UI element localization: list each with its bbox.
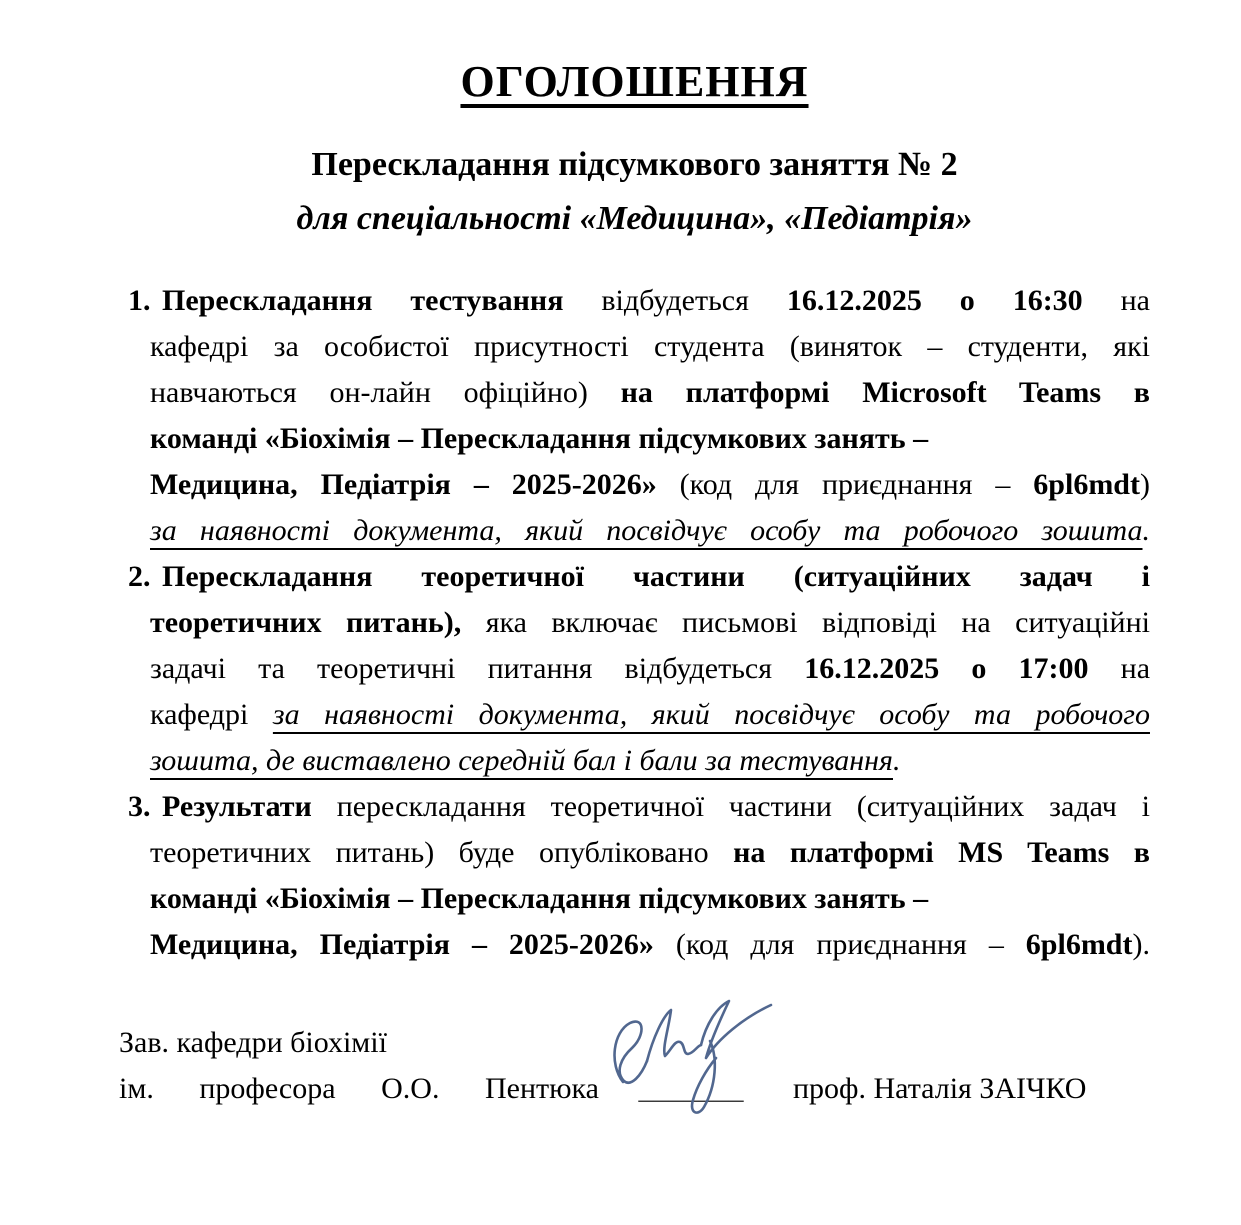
signature-line: _______: [638, 1072, 744, 1105]
text-segment: задачі та теоретичні питання відбудеться: [150, 652, 805, 685]
page-title: ОГОЛОШЕННЯ: [460, 57, 809, 106]
announcement-list: [128, 278, 1150, 968]
text-segment: Перескладання тестування: [162, 284, 564, 317]
signature-row: [119, 1066, 1150, 1112]
text-segment: перескладання теоретичної частини (ситуаційних задач і: [311, 790, 1150, 823]
text-segment: (код для приєднання –: [653, 928, 1026, 961]
signature-left-text: ім. професора О.О. Пентюка: [119, 1072, 599, 1105]
text-line: [150, 738, 1150, 784]
text-line: [150, 922, 1150, 968]
text-segment: 6pl6mdt: [1025, 928, 1133, 961]
text-segment: навчаються он-лайн офіційно): [150, 376, 621, 409]
text-segment: за наявності документа, який посвідчує особу та робочого: [272, 698, 1150, 731]
text-segment: ).: [1132, 928, 1150, 961]
text-segment: ): [1139, 468, 1150, 501]
text-segment: теоретичних питань) буде опубліковано: [150, 836, 734, 869]
signature-right-text: проф. Наталія ЗАІЧКО: [793, 1072, 1087, 1105]
text-segment: 16.12.2025 о 16:30: [786, 284, 1083, 317]
text-segment: на платформі Microsoft Teams в: [620, 376, 1150, 409]
text-line: [150, 416, 1150, 462]
text-segment: яка включає письмові відповіді на ситуаційні: [461, 606, 1150, 639]
item-number: 3.: [128, 790, 151, 823]
text-line: [150, 370, 1150, 416]
text-line: [150, 278, 1150, 324]
subtitle-block: [119, 138, 1150, 246]
text-line: [150, 600, 1150, 646]
text-line: [150, 692, 1150, 738]
text-segment: Медицина, Педіатрія – 2025-2026»: [150, 468, 657, 501]
text-line: [150, 646, 1150, 692]
signature-block: [119, 1020, 1150, 1112]
text-segment: 6pl6mdt: [1033, 468, 1140, 501]
item-number: 1.: [128, 284, 151, 317]
text-segment: на: [1088, 652, 1151, 685]
text-segment: кафедрі: [150, 698, 273, 731]
text-line: [150, 830, 1150, 876]
signature-area: [621, 1066, 761, 1112]
text-segment: теоретичних питань),: [150, 606, 462, 639]
text-segment: (код для приєднання –: [656, 468, 1034, 501]
subtitle-line-1: Перескладання підсумкового заняття № 2: [311, 146, 958, 183]
text-segment: Результати: [162, 790, 312, 823]
text-segment: відбудеться: [563, 284, 787, 317]
text-line: [150, 324, 1150, 370]
text-line: [150, 462, 1150, 508]
text-line: [150, 508, 1150, 554]
text-segment: зошита, де виставлено середній бал і бали за тестування: [150, 744, 893, 777]
item-number: 2.: [128, 560, 151, 593]
text-segment: команді «Біохімія – Перескладання підсумкових занять –: [150, 882, 929, 915]
text-segment: команді «Біохімія – Перескладання підсумкових занять –: [150, 422, 929, 455]
text-segment: на: [1082, 284, 1150, 317]
list-item: [128, 554, 1150, 784]
text-segment: 16.12.2025 о 17:00: [804, 652, 1089, 685]
subtitle-line-2: для спеціальності «Медицина», «Педіатрія»: [296, 200, 973, 237]
text-segment: Перескладання теоретичної частини (ситуаційних задач і: [162, 560, 1150, 593]
text-segment: Медицина, Педіатрія – 2025-2026»: [150, 928, 654, 961]
text-line: [150, 876, 1150, 922]
text-line: [150, 784, 1150, 830]
list-item: [128, 784, 1150, 968]
text-segment: за наявності документа, який посвідчує особу та робочого зошита: [150, 514, 1143, 547]
list-item: [128, 278, 1150, 554]
signature-department: Зав. кафедри біохімії: [119, 1026, 387, 1059]
text-segment: .: [1142, 514, 1150, 547]
text-segment: .: [893, 744, 901, 777]
text-line: [150, 554, 1150, 600]
text-segment: кафедрі за особистої присутності студента (виняток – студенти, які: [150, 330, 1150, 363]
text-segment: на платформі MS Teams в: [733, 836, 1151, 869]
